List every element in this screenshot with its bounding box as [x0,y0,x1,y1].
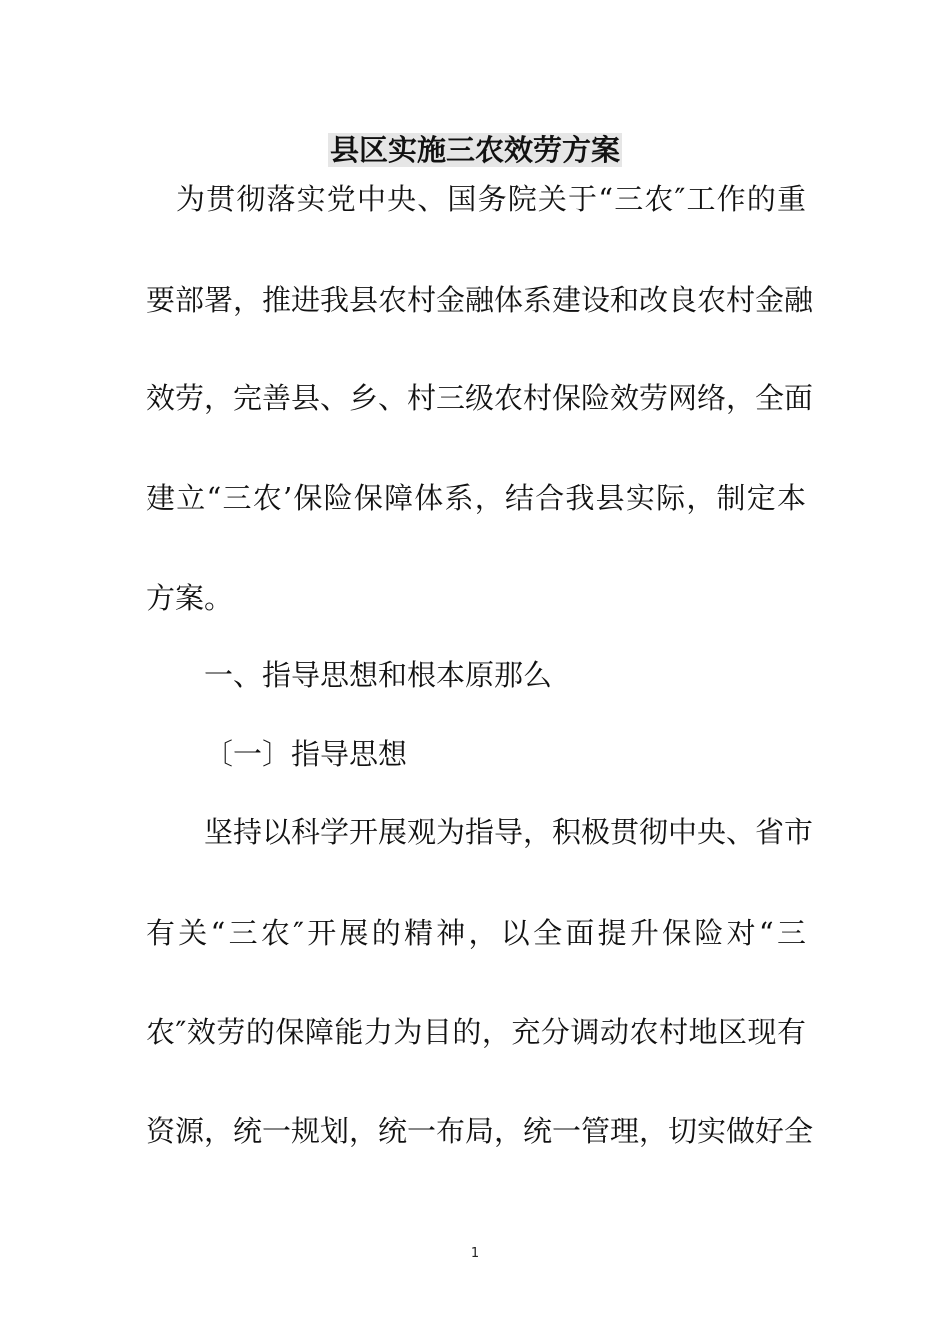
body-line: 要部署，推进我县农村金融体系建设和改良农村金融 [146,283,814,317]
section-heading: 一、指导思想和根本原那么 [204,658,553,692]
body-line: 资源，统一规划，统一布局，统一管理，切实做好全 [146,1114,814,1148]
body-line: 为贯彻落实党中央、国务院关于“三农″工作的重 [176,182,806,216]
page-number: 1 [470,1246,480,1261]
body-line: 效劳，完善县、乡、村三级农村保险效劳网络，全面 [146,381,814,415]
body-line: 农″效劳的保障能力为目的，充分调动农村地区现有 [146,1015,806,1049]
body-line: 方案。 [146,581,234,615]
subsection-heading: 〔一〕指导思想 [204,737,408,771]
body-line: 坚持以科学开展观为指导，积极贯彻中央、省市 [204,815,814,849]
document-title [0,128,950,172]
body-line: 有关“三农″开展的精神，以全面提升保险对“三 [146,916,806,950]
document-title-text: 县区实施三农效劳方案 [329,133,620,167]
body-line: 建立“三农’保险保障体系，结合我县实际，制定本 [146,481,806,515]
